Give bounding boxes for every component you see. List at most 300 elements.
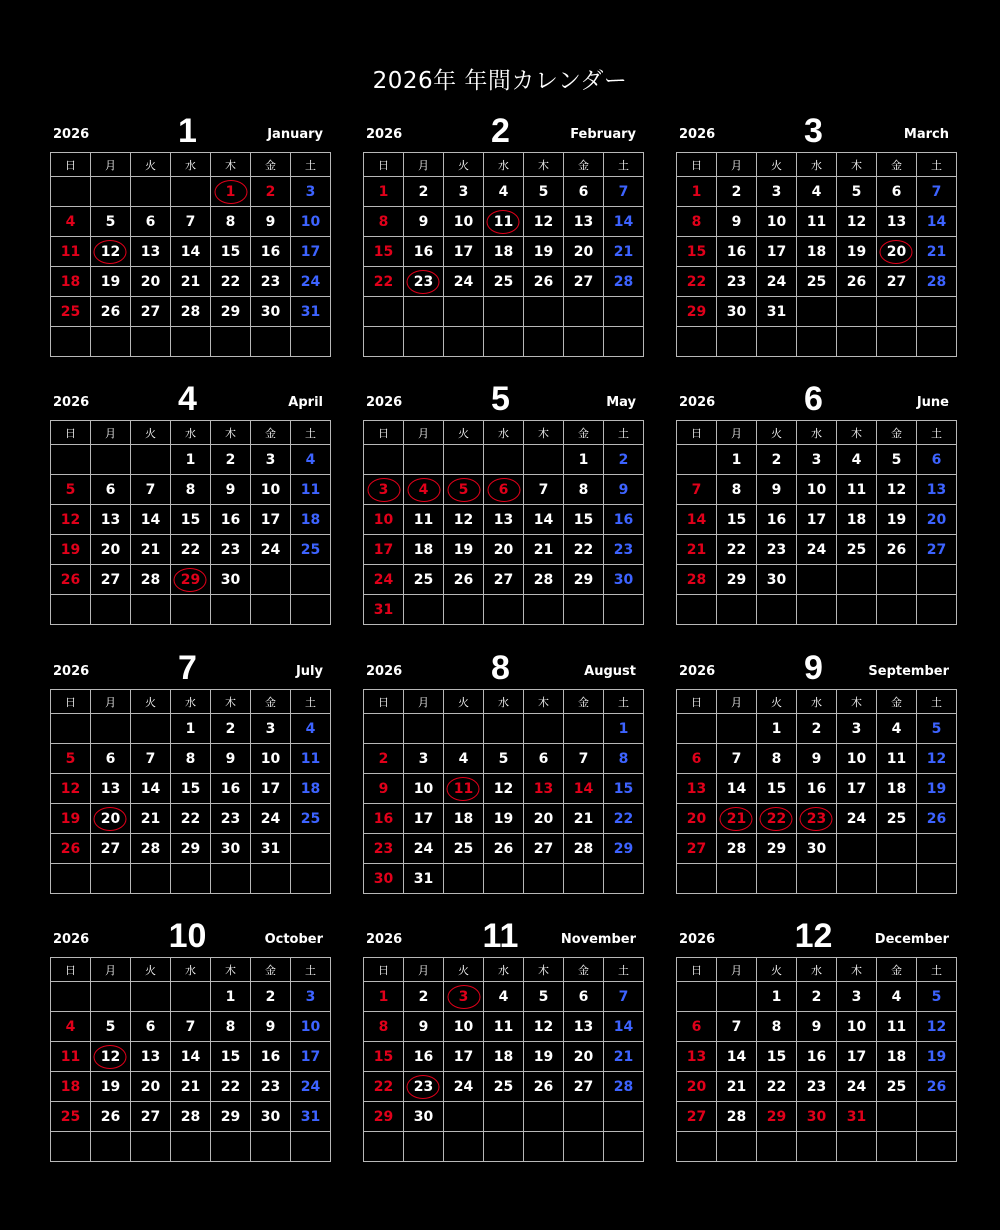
- month-year: 2026: [53, 127, 90, 142]
- day-cell: [251, 864, 291, 894]
- day-cell: [444, 475, 484, 505]
- day-cell: [524, 774, 564, 804]
- day-number: 13: [140, 243, 161, 260]
- day-cell: [604, 804, 644, 834]
- day-number: 21: [180, 1078, 201, 1095]
- day-number: 11: [453, 780, 474, 797]
- day-cell: [404, 1072, 444, 1102]
- day-cell: [604, 535, 644, 565]
- day-number: 12: [493, 780, 514, 797]
- day-number: 16: [260, 1048, 281, 1065]
- day-number: 30: [220, 840, 241, 857]
- day-cell: [604, 327, 644, 357]
- day-number: 13: [573, 213, 594, 230]
- day-number: 15: [180, 511, 201, 528]
- weekday-header-row: [677, 958, 957, 982]
- day-cell: [524, 595, 564, 625]
- day-cell: [757, 982, 797, 1012]
- month-grid: [363, 689, 644, 894]
- weekday-label: 月: [717, 690, 757, 714]
- day-cell: [717, 834, 757, 864]
- day-cell: [917, 804, 957, 834]
- day-cell: [757, 1072, 797, 1102]
- day-number: 18: [60, 273, 81, 290]
- week-row: [677, 864, 957, 894]
- day-cell: [677, 297, 717, 327]
- week-row: [51, 834, 331, 864]
- day-number: 27: [573, 273, 594, 290]
- day-cell: [484, 297, 524, 327]
- month-english-name: February: [570, 127, 636, 142]
- week-row: [677, 1012, 957, 1042]
- day-number: 25: [300, 810, 321, 827]
- day-cell: [604, 445, 644, 475]
- day-number: 10: [300, 213, 321, 230]
- day-cell: [364, 1132, 404, 1162]
- week-row: [364, 1012, 644, 1042]
- day-cell: [291, 804, 331, 834]
- weekday-label: 火: [444, 153, 484, 177]
- day-number: 14: [180, 243, 201, 260]
- day-number: 31: [300, 303, 321, 320]
- day-cell: [171, 1012, 211, 1042]
- day-cell: [291, 1132, 331, 1162]
- day-cell: [131, 327, 171, 357]
- day-cell: [131, 864, 171, 894]
- day-cell: [524, 1072, 564, 1102]
- day-number: 24: [846, 1078, 867, 1095]
- day-number: 23: [373, 840, 394, 857]
- day-number: 4: [891, 988, 902, 1005]
- day-cell: [484, 327, 524, 357]
- day-cell: [837, 267, 877, 297]
- day-number: 22: [373, 1078, 394, 1095]
- day-cell: [837, 744, 877, 774]
- day-cell: [51, 445, 91, 475]
- day-number: 27: [573, 1078, 594, 1095]
- weekday-header-row: [677, 690, 957, 714]
- day-cell: [797, 1132, 837, 1162]
- day-cell: [131, 804, 171, 834]
- day-number: 18: [60, 1078, 81, 1095]
- day-cell: [524, 327, 564, 357]
- day-number: 13: [886, 213, 907, 230]
- weekday-label: 日: [364, 421, 404, 445]
- day-cell: [404, 834, 444, 864]
- day-cell: [757, 744, 797, 774]
- day-number: 10: [453, 1018, 474, 1035]
- day-cell: [604, 505, 644, 535]
- weekday-label: 日: [364, 958, 404, 982]
- day-cell: [677, 505, 717, 535]
- day-number: 8: [618, 750, 629, 767]
- day-cell: [564, 535, 604, 565]
- day-number: 2: [418, 988, 429, 1005]
- day-cell: [524, 237, 564, 267]
- day-cell: [291, 982, 331, 1012]
- day-number: 27: [926, 541, 947, 558]
- day-cell: [484, 1072, 524, 1102]
- day-cell: [51, 714, 91, 744]
- day-cell: [211, 804, 251, 834]
- day-number: 28: [613, 1078, 634, 1095]
- day-cell: [757, 1042, 797, 1072]
- day-cell: [604, 1012, 644, 1042]
- day-cell: [364, 864, 404, 894]
- day-cell: [564, 864, 604, 894]
- day-cell: [444, 744, 484, 774]
- day-number: 4: [65, 213, 76, 230]
- week-row: [364, 445, 644, 475]
- month-english-name: April: [288, 395, 323, 410]
- day-cell: [91, 565, 131, 595]
- day-cell: [211, 237, 251, 267]
- weekday-label: 火: [757, 421, 797, 445]
- day-cell: [291, 297, 331, 327]
- weekday-label: 水: [484, 958, 524, 982]
- day-cell: [444, 177, 484, 207]
- day-number: 13: [493, 511, 514, 528]
- day-cell: [877, 327, 917, 357]
- week-row: [364, 1132, 644, 1162]
- day-cell: [877, 1102, 917, 1132]
- day-number: 19: [533, 243, 554, 260]
- day-cell: [677, 1132, 717, 1162]
- day-number: 19: [100, 273, 121, 290]
- day-number: 26: [493, 840, 514, 857]
- day-number: 7: [145, 481, 156, 498]
- month-number: 11: [482, 917, 519, 955]
- day-cell: [444, 1072, 484, 1102]
- day-cell: [364, 1012, 404, 1042]
- week-row: [51, 744, 331, 774]
- day-number: 12: [533, 1018, 554, 1035]
- day-number: 23: [613, 541, 634, 558]
- day-cell: [524, 177, 564, 207]
- day-cell: [604, 237, 644, 267]
- day-cell: [444, 864, 484, 894]
- month-header: [363, 649, 638, 689]
- month-number: 8: [491, 649, 510, 687]
- day-cell: [564, 505, 604, 535]
- day-cell: [604, 297, 644, 327]
- day-cell: [524, 1042, 564, 1072]
- day-cell: [677, 237, 717, 267]
- month-header: [676, 917, 951, 957]
- day-number: 2: [265, 183, 276, 200]
- day-cell: [291, 505, 331, 535]
- month-1: [50, 112, 325, 417]
- day-cell: [877, 864, 917, 894]
- day-cell: [291, 207, 331, 237]
- day-cell: [171, 267, 211, 297]
- day-cell: [917, 327, 957, 357]
- day-number: 19: [926, 780, 947, 797]
- day-cell: [564, 1042, 604, 1072]
- weekday-label: 月: [717, 421, 757, 445]
- month-grid: [363, 152, 644, 357]
- day-cell: [877, 267, 917, 297]
- day-number: 27: [686, 1108, 707, 1125]
- month-12: [676, 917, 951, 1222]
- day-cell: [797, 864, 837, 894]
- day-cell: [91, 1072, 131, 1102]
- day-number: 10: [300, 1018, 321, 1035]
- weekday-label: 木: [211, 153, 251, 177]
- day-cell: [484, 1132, 524, 1162]
- month-grid: [50, 689, 331, 894]
- day-cell: [211, 1072, 251, 1102]
- day-cell: [91, 864, 131, 894]
- month-number: 10: [168, 917, 207, 955]
- day-cell: [564, 982, 604, 1012]
- day-cell: [717, 475, 757, 505]
- day-number: 22: [220, 273, 241, 290]
- day-number: 18: [806, 243, 827, 260]
- weekday-label: 木: [524, 421, 564, 445]
- day-cell: [484, 535, 524, 565]
- month-header: [50, 112, 325, 152]
- day-cell: [757, 475, 797, 505]
- week-row: [364, 505, 644, 535]
- day-cell: [797, 445, 837, 475]
- day-number: 25: [493, 273, 514, 290]
- day-number: 31: [413, 870, 434, 887]
- day-number: 19: [453, 541, 474, 558]
- week-row: [51, 1012, 331, 1042]
- day-number: 8: [771, 750, 782, 767]
- day-cell: [364, 744, 404, 774]
- day-number: 25: [453, 840, 474, 857]
- day-number: 13: [100, 780, 121, 797]
- day-cell: [877, 177, 917, 207]
- day-number: 23: [220, 541, 241, 558]
- day-cell: [211, 327, 251, 357]
- week-row: [364, 982, 644, 1012]
- day-cell: [524, 505, 564, 535]
- day-cell: [484, 804, 524, 834]
- day-cell: [917, 1042, 957, 1072]
- day-cell: [797, 327, 837, 357]
- day-number: 6: [691, 1018, 702, 1035]
- day-number: 24: [300, 273, 321, 290]
- week-row: [677, 475, 957, 505]
- week-row: [51, 1132, 331, 1162]
- day-cell: [51, 744, 91, 774]
- weekday-label: 日: [364, 690, 404, 714]
- day-number: 6: [145, 213, 156, 230]
- day-cell: [797, 1102, 837, 1132]
- day-cell: [444, 237, 484, 267]
- day-number: 7: [538, 481, 549, 498]
- day-cell: [877, 475, 917, 505]
- day-cell: [251, 297, 291, 327]
- day-number: 24: [413, 840, 434, 857]
- week-row: [51, 475, 331, 505]
- day-number: 4: [498, 183, 509, 200]
- day-number: 14: [180, 1048, 201, 1065]
- day-cell: [917, 267, 957, 297]
- day-number: 21: [686, 541, 707, 558]
- week-row: [51, 1042, 331, 1072]
- day-number: 4: [305, 720, 316, 737]
- day-cell: [91, 982, 131, 1012]
- day-number: 3: [851, 720, 862, 737]
- day-cell: [524, 714, 564, 744]
- day-number: 3: [375, 480, 393, 500]
- day-cell: [757, 445, 797, 475]
- day-cell: [917, 237, 957, 267]
- day-cell: [131, 267, 171, 297]
- day-cell: [877, 1012, 917, 1042]
- day-cell: [171, 1102, 211, 1132]
- day-cell: [131, 1042, 171, 1072]
- day-number: 8: [185, 481, 196, 498]
- day-cell: [717, 1042, 757, 1072]
- day-cell: [404, 267, 444, 297]
- weekday-label: 金: [251, 421, 291, 445]
- day-cell: [917, 297, 957, 327]
- day-number: 8: [578, 481, 589, 498]
- day-number: 4: [851, 451, 862, 468]
- day-cell: [91, 267, 131, 297]
- day-cell: [917, 744, 957, 774]
- day-number: 24: [453, 273, 474, 290]
- weekday-label: 日: [677, 153, 717, 177]
- day-cell: [171, 744, 211, 774]
- day-cell: [131, 535, 171, 565]
- day-cell: [717, 267, 757, 297]
- day-number: 13: [140, 1048, 161, 1065]
- day-cell: [837, 505, 877, 535]
- day-number: 17: [260, 511, 281, 528]
- day-cell: [171, 982, 211, 1012]
- day-cell: [131, 475, 171, 505]
- day-cell: [677, 535, 717, 565]
- day-number: 12: [533, 213, 554, 230]
- week-row: [364, 1072, 644, 1102]
- weekday-label: 金: [564, 421, 604, 445]
- day-cell: [717, 982, 757, 1012]
- day-cell: [564, 327, 604, 357]
- week-row: [51, 207, 331, 237]
- day-cell: [604, 595, 644, 625]
- weekday-label: 金: [877, 958, 917, 982]
- day-cell: [524, 475, 564, 505]
- day-number: 15: [726, 511, 747, 528]
- day-cell: [877, 297, 917, 327]
- day-cell: [131, 177, 171, 207]
- week-row: [364, 774, 644, 804]
- weekday-header-row: [364, 958, 644, 982]
- day-number: 22: [220, 1078, 241, 1095]
- day-number: 3: [418, 750, 429, 767]
- day-number: 22: [573, 541, 594, 558]
- weekday-label: 日: [677, 958, 717, 982]
- day-cell: [251, 565, 291, 595]
- day-cell: [211, 864, 251, 894]
- day-number: 25: [60, 303, 81, 320]
- day-number: 31: [846, 1108, 867, 1125]
- day-number: 6: [538, 750, 549, 767]
- day-number: 18: [493, 243, 514, 260]
- day-number: 5: [65, 750, 76, 767]
- weekday-label: 月: [91, 958, 131, 982]
- weekday-label: 土: [291, 421, 331, 445]
- day-cell: [131, 774, 171, 804]
- day-cell: [131, 1072, 171, 1102]
- month-header: [50, 380, 325, 420]
- day-cell: [604, 1102, 644, 1132]
- weekday-label: 土: [604, 958, 644, 982]
- week-row: [51, 535, 331, 565]
- day-cell: [564, 565, 604, 595]
- day-cell: [291, 267, 331, 297]
- week-row: [677, 207, 957, 237]
- day-number: 26: [100, 303, 121, 320]
- day-cell: [757, 237, 797, 267]
- day-cell: [604, 774, 644, 804]
- day-cell: [171, 1042, 211, 1072]
- week-row: [677, 177, 957, 207]
- day-cell: [364, 535, 404, 565]
- weekday-header-row: [51, 958, 331, 982]
- day-cell: [564, 1102, 604, 1132]
- weekday-label: 土: [291, 153, 331, 177]
- day-cell: [677, 834, 717, 864]
- day-number: 29: [766, 840, 787, 857]
- day-cell: [51, 535, 91, 565]
- weekday-label: 水: [484, 421, 524, 445]
- day-cell: [444, 595, 484, 625]
- day-cell: [51, 475, 91, 505]
- day-cell: [524, 1132, 564, 1162]
- day-cell: [564, 744, 604, 774]
- day-number: 3: [458, 183, 469, 200]
- day-number: 22: [726, 541, 747, 558]
- day-cell: [91, 744, 131, 774]
- month-header: [676, 380, 951, 420]
- day-number: 18: [886, 1048, 907, 1065]
- day-cell: [564, 714, 604, 744]
- weekday-label: 日: [51, 153, 91, 177]
- day-cell: [797, 714, 837, 744]
- day-number: 9: [618, 481, 629, 498]
- day-number: 23: [260, 1078, 281, 1095]
- day-cell: [131, 1012, 171, 1042]
- day-number: 6: [691, 750, 702, 767]
- day-number: 27: [886, 273, 907, 290]
- weekday-label: 火: [131, 958, 171, 982]
- day-cell: [171, 297, 211, 327]
- day-number: 15: [573, 511, 594, 528]
- day-number: 20: [686, 810, 707, 827]
- day-cell: [757, 1132, 797, 1162]
- day-cell: [604, 475, 644, 505]
- day-number: 30: [806, 1108, 827, 1125]
- day-number: 18: [300, 780, 321, 797]
- day-number: 4: [305, 451, 316, 468]
- day-cell: [51, 177, 91, 207]
- day-cell: [797, 1012, 837, 1042]
- weekday-label: 木: [211, 421, 251, 445]
- day-number: 9: [418, 213, 429, 230]
- day-cell: [131, 744, 171, 774]
- day-cell: [717, 1012, 757, 1042]
- week-row: [51, 445, 331, 475]
- week-row: [677, 1042, 957, 1072]
- day-cell: [797, 207, 837, 237]
